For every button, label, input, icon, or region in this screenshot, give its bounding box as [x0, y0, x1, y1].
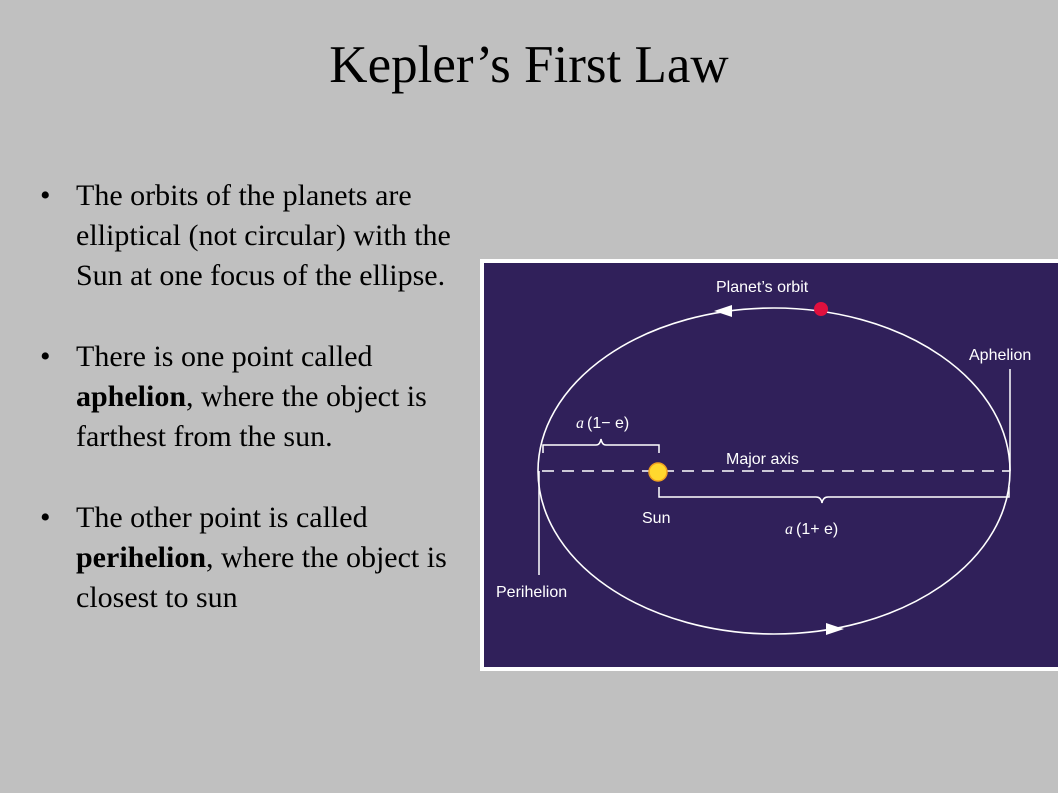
bullet-dot-icon: • — [40, 501, 51, 534]
bullet-text: The other point is called — [76, 501, 368, 534]
bullet-text: There is one point called — [76, 340, 373, 373]
perihelion-label: Perihelion — [496, 584, 568, 601]
one-plus-e-label: (1+ e) — [796, 521, 839, 538]
planet-marker — [814, 302, 828, 316]
planet-orbit-label: Planet’s orbit — [716, 279, 809, 296]
major-axis-label: Major axis — [726, 451, 799, 468]
sun-marker — [649, 463, 667, 481]
bullet-dot-icon: • — [40, 340, 51, 373]
bullet-list — [40, 176, 470, 659]
bullet-item — [40, 498, 470, 618]
orbit-diagram-frame — [480, 259, 1058, 671]
a-symbol-right: a — [785, 521, 793, 538]
aphelion-label: Aphelion — [969, 347, 1032, 364]
bullet-text: , where the object is closest to sun — [76, 541, 447, 614]
orbit-diagram — [484, 263, 1058, 667]
a-symbol-left: a — [576, 415, 584, 432]
bullet-text: The orbits of the planets are elliptical (not circular) with the Sun at one focus of the ellipse. — [76, 179, 451, 292]
bullet-text: , where the object is farthest from the sun. — [76, 380, 427, 453]
bullet-item — [40, 337, 470, 457]
one-minus-e-label: (1− e) — [587, 415, 630, 432]
bullet-item — [40, 176, 470, 296]
bullet-term-aphelion: aphelion — [76, 380, 187, 413]
bullet-dot-icon: • — [40, 179, 51, 212]
sun-label: Sun — [642, 510, 671, 527]
bullet-term-perihelion: perihelion — [76, 541, 207, 574]
slide-title: Kepler’s First Law — [329, 36, 729, 94]
